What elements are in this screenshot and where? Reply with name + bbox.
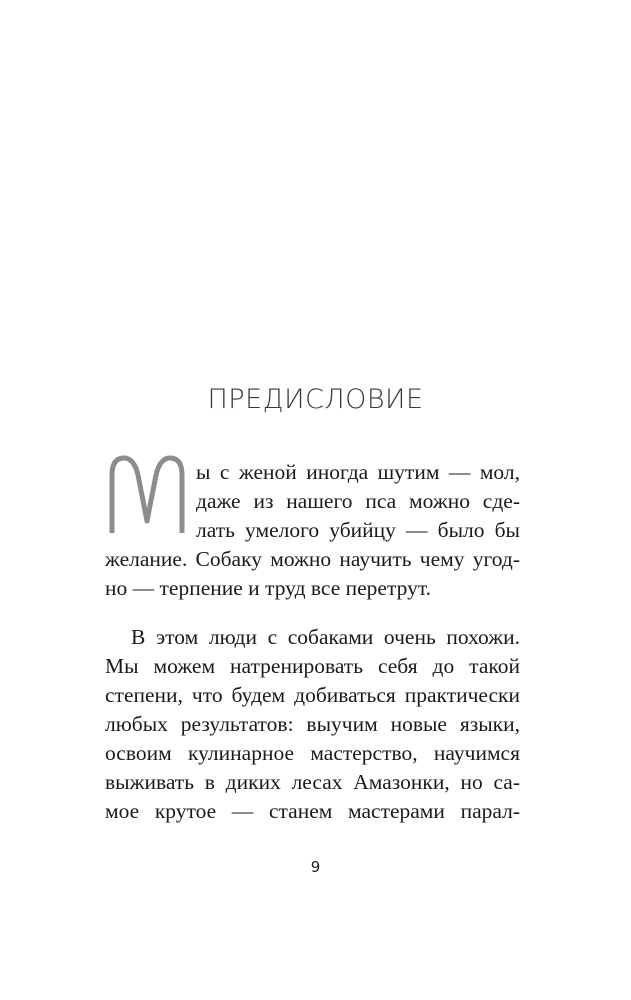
text-line: желание. Собаку можно научить чему угод- — [105, 547, 520, 571]
drop-cap — [106, 453, 188, 535]
text-line: выживать в диких лесах Амазонки, но са- — [105, 770, 520, 794]
text-line: мое крутое — станем мастерами парал- — [105, 799, 520, 823]
text-line: любых результатов: выучим новые языки, — [105, 712, 520, 736]
text-line: даже из нашего пса можно сде- — [196, 489, 520, 513]
text-line: Мы можем натренировать себя до такой — [105, 654, 520, 678]
text-line: В этом люди с собаками очень похожи. — [131, 625, 520, 649]
text-line: освоим кулинарное мастерство, научимся — [105, 741, 520, 765]
text-line: ы с женой иногда шутим — мол, — [196, 460, 520, 484]
text-line: лать умелого убийцу — было бы — [196, 518, 520, 542]
drop-cap-letter-m — [106, 453, 188, 535]
chapter-title: ПРЕДИСЛОВИЕ — [207, 384, 424, 415]
text-line: но — терпение и труд все перетрут. — [105, 576, 432, 600]
text-line: степени, что будем добиваться практически — [105, 683, 520, 707]
page-number: 9 — [310, 858, 321, 876]
